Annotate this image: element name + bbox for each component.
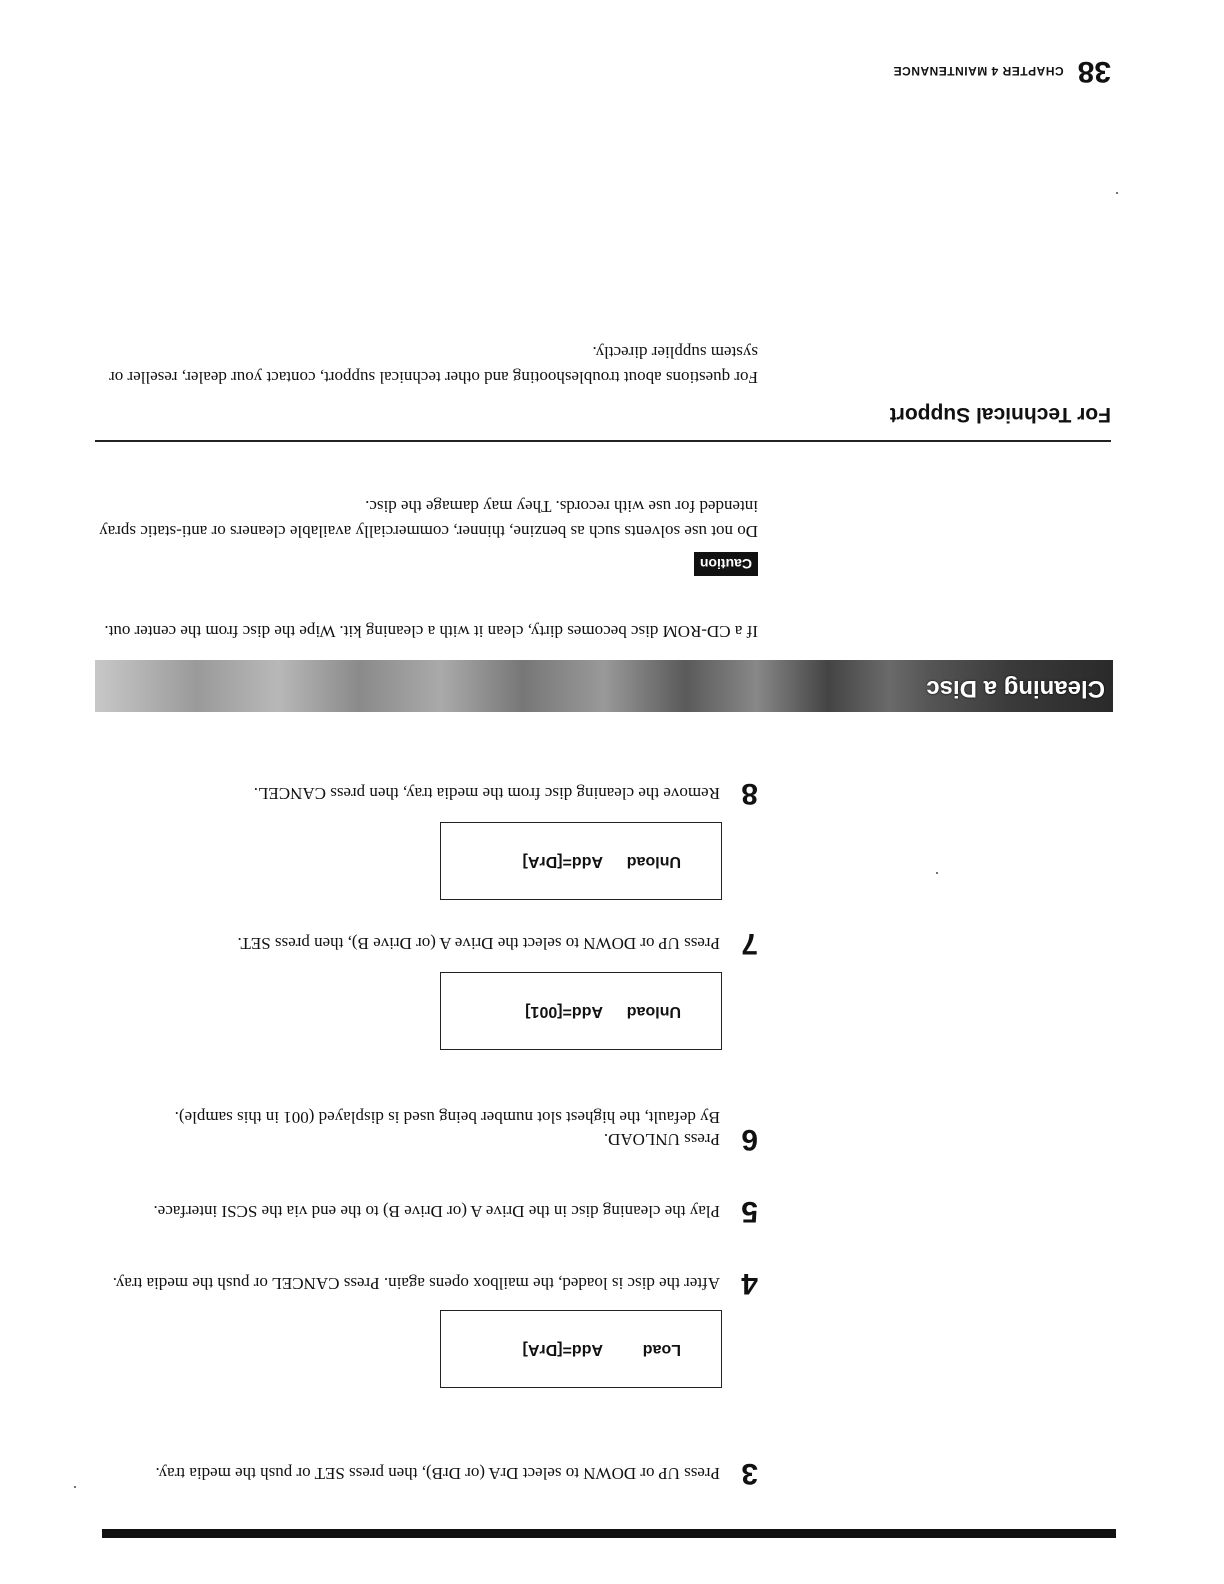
lcd-left: Load xyxy=(642,1341,681,1358)
section-body: If a CD-ROM disc becomes dirty, clean it with a cleaning kit. Wipe the disc from the center out. xyxy=(104,622,758,641)
step-text: Press UNLOAD. xyxy=(603,1130,720,1149)
lcd-right: Add=[DrA] xyxy=(522,853,603,870)
section-header-band xyxy=(95,660,1113,712)
step-text: Play the cleaning disc in the Drive A (or Drive B) to the end via the SCSI interface. xyxy=(153,1202,720,1221)
step-5 xyxy=(98,1195,758,1228)
caution-label: Caution xyxy=(694,552,758,576)
section-divider xyxy=(95,440,1111,442)
step-4 xyxy=(98,1267,758,1300)
page-footer xyxy=(893,54,1111,88)
step-text: Press UP or DOWN to select the Drive A (or Drive B), then press SET. xyxy=(237,934,720,953)
step-number: 8 xyxy=(741,777,758,810)
support-heading: For Technical Support xyxy=(889,403,1111,426)
step-8 xyxy=(98,777,758,810)
lcd-left: Unload xyxy=(626,1003,681,1020)
step-7 xyxy=(98,927,758,960)
scan-speck xyxy=(1116,192,1118,194)
step-number: 3 xyxy=(741,1457,758,1490)
step-text: Remove the cleaning disc from the media tray, then press CANCEL. xyxy=(253,784,720,803)
step-number: 6 xyxy=(741,1123,758,1156)
step-text: After the disc is loaded, the mailbox opens again. Press CANCEL or push the media tray. xyxy=(112,1274,720,1293)
support-body: For questions about troubleshooting and other technical support, contact your dealer, reseller or system supplier directly. xyxy=(109,343,758,387)
chapter-label: CHAPTER 4 MAINTENANCE xyxy=(893,64,1064,78)
step-text: Press UP or DOWN to select DrA (or DrB), then press SET or push the media tray. xyxy=(155,1464,720,1483)
top-rule xyxy=(102,1529,1116,1538)
lcd-display-unload-slot xyxy=(440,972,722,1050)
lcd-right: Add=[001] xyxy=(525,1003,603,1020)
lcd-right: Add=[DrA] xyxy=(522,1341,603,1358)
step-subtext: By default, the highest slot number being used is displayed (001 in this sample). xyxy=(174,1108,720,1127)
scan-speck xyxy=(936,872,938,874)
lcd-display-load xyxy=(440,1310,722,1388)
lcd-left: Unload xyxy=(626,853,681,870)
caution-text: Do not use solvents such as benzine, thinner, commercially available cleaners or anti-static spray intended for use with records. They may damage the disc. xyxy=(99,497,758,541)
scan-speck xyxy=(74,1486,76,1488)
section-title: Cleaning a Disc xyxy=(926,675,1105,702)
step-3 xyxy=(98,1457,758,1490)
step-number: 5 xyxy=(741,1195,758,1228)
step-number: 4 xyxy=(741,1267,758,1300)
step-6 xyxy=(98,1106,758,1156)
page-number: 38 xyxy=(1077,55,1111,88)
step-number: 7 xyxy=(741,927,758,960)
lcd-display-unload-drive xyxy=(440,822,722,900)
